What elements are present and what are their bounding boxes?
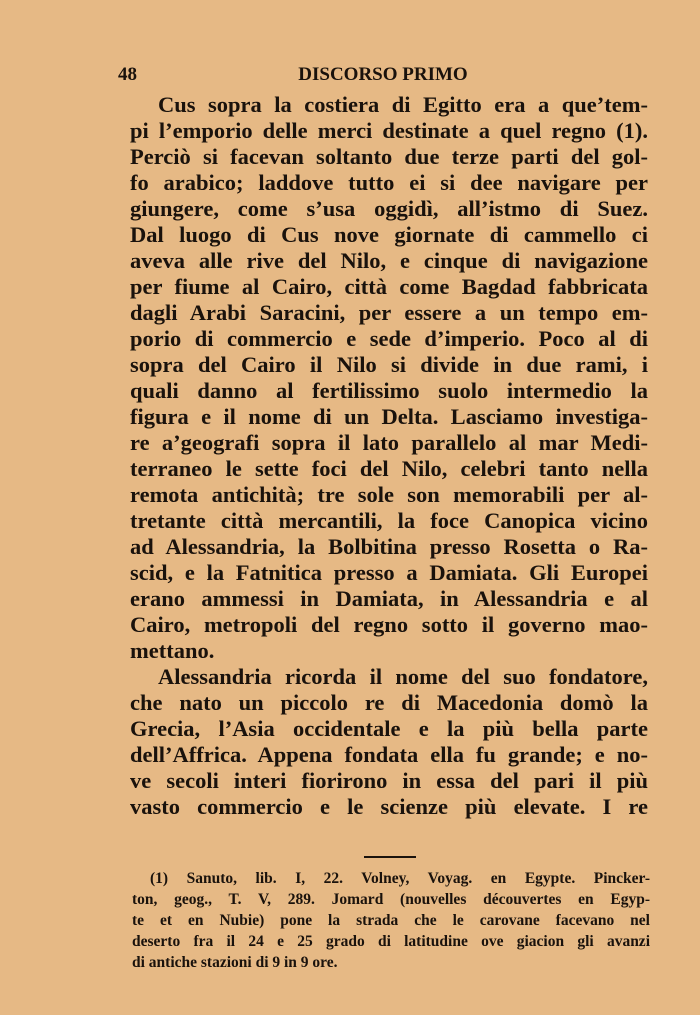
footnote-line: ton, geog., T. V, 289. Jomard (nouvelles découvertes en Egyp- xyxy=(132,891,650,908)
text-line: sopra del Cairo il Nilo si divide in due rami, i xyxy=(130,352,648,377)
footnote-line: te et en Nubie) pone la strada che le carovane facevano nel xyxy=(132,912,650,929)
footnote-line: di antiche stazioni di 9 in 9 ore. xyxy=(132,954,338,971)
text-line: per fiume al Cairo, città come Bagdad fabbricata xyxy=(130,274,648,299)
text-line: Grecia, l’Asia occidentale e la più bella parte xyxy=(130,716,648,741)
text-line: giungere, come s’usa oggidì, all’istmo di Suez. xyxy=(130,196,648,221)
text-line: erano ammessi in Damiata, in Alessandria e al xyxy=(130,586,648,611)
text-line: re a’geografi sopra il lato parallelo al mar Medi- xyxy=(130,430,648,455)
text-line: ad Alessandria, la Bolbitina presso Rosetta o Ra- xyxy=(130,534,648,559)
text-line: che nato un piccolo re di Macedonia domò la xyxy=(130,690,648,715)
text-line: porio di commercio e sede d’imperio. Poco al di xyxy=(130,326,648,351)
running-title: DISCORSO PRIMO xyxy=(298,64,468,85)
text-line: Perciò si facevan soltanto due terze parti del gol- xyxy=(130,144,648,169)
body-text xyxy=(130,92,648,820)
text-line: ve secoli interi fiorirono in essa del pari il più xyxy=(130,768,648,793)
text-line: mettano. xyxy=(130,638,215,663)
footnote-separator xyxy=(364,856,416,858)
page-number: 48 xyxy=(118,64,137,85)
text-line: aveva alle rive del Nilo, e cinque di navigazione xyxy=(130,248,648,273)
text-line: quali danno al fertilissimo suolo intermedio la xyxy=(130,378,648,403)
text-line: figura e il nome di un Delta. Lasciamo investiga- xyxy=(130,404,648,429)
text-line: remota antichità; tre sole son memorabili per al- xyxy=(130,482,648,507)
text-line: pi l’emporio delle merci destinate a quel regno (1). xyxy=(130,118,648,143)
footnote-line: deserto fra il 24 e 25 grado di latitudine ove giacion gli avanzi xyxy=(132,933,650,950)
footnote-line: (1) Sanuto, lib. I, 22. Volney, Voyag. en Egypte. Pincker- xyxy=(150,870,650,887)
text-line: Dal luogo di Cus nove giornate di cammello ci xyxy=(130,222,648,247)
text-line: vasto commercio e le scienze più elevate. I re xyxy=(130,794,648,819)
text-line: Cus sopra la costiera di Egitto era a que’tem- xyxy=(158,92,648,117)
text-line: dell’Affrica. Appena fondata ella fu grande; e no- xyxy=(130,742,648,767)
text-line: dagli Arabi Saracini, per essere a un tempo em- xyxy=(130,300,648,325)
text-line: Alessandria ricorda il nome del suo fondatore, xyxy=(158,664,648,689)
running-header xyxy=(118,64,648,88)
text-line: terraneo le sette foci del Nilo, celebri tanto nella xyxy=(130,456,648,481)
footnote xyxy=(132,868,650,973)
text-line: scid, e la Fatnitica presso a Damiata. Gli Europei xyxy=(130,560,648,585)
text-line: fo arabico; laddove tutto ei si dee navigare per xyxy=(130,170,648,195)
text-line: Cairo, metropoli del regno sotto il governo mao- xyxy=(130,612,648,637)
text-line: tretante città mercantili, la foce Canopica vicino xyxy=(130,508,648,533)
